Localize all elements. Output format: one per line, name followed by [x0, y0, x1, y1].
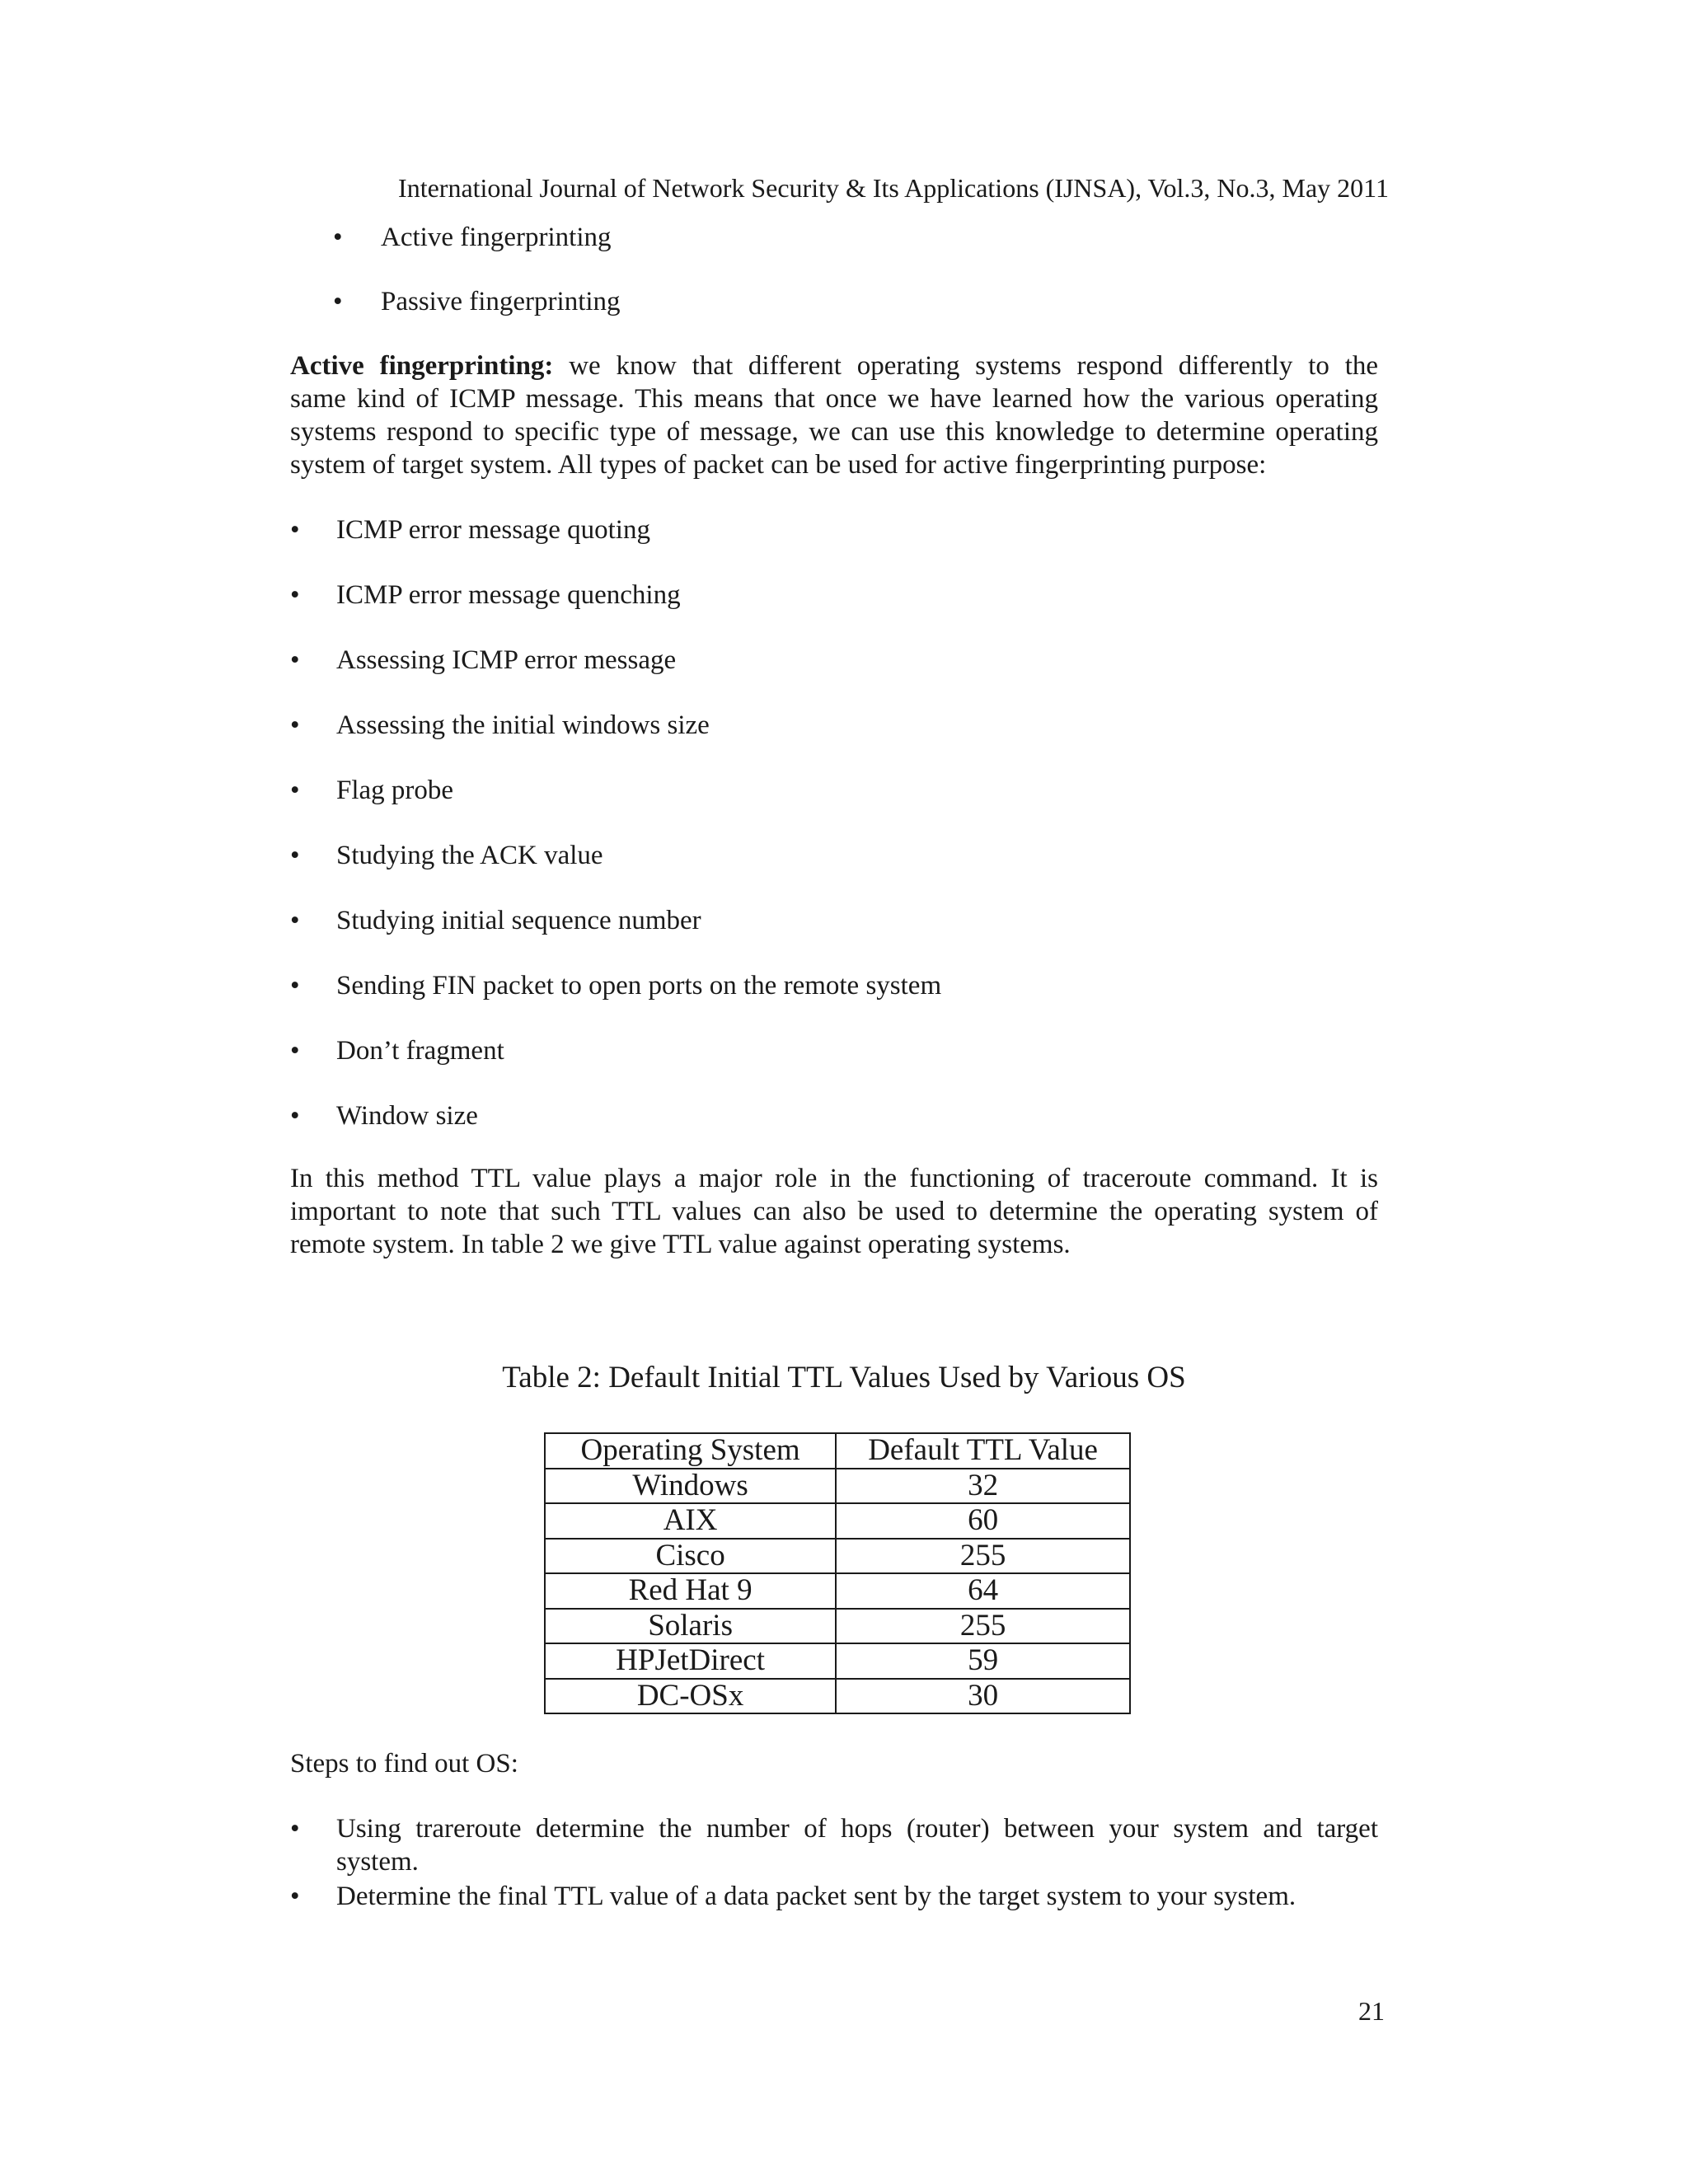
table-cell: 255	[836, 1539, 1130, 1574]
column-header: Default TTL Value	[836, 1433, 1130, 1469]
paragraph-line: Using trareroute determine the number of hops (router) between your system and target	[336, 1814, 1378, 1844]
table-cell: Red Hat 9	[545, 1573, 836, 1609]
bullet-icon: •	[290, 710, 300, 740]
bullet-icon: •	[290, 645, 300, 675]
table-header-row	[545, 1433, 1130, 1469]
list-item-text: Passive fingerprinting	[381, 287, 621, 316]
ttl-table	[544, 1432, 1131, 1714]
table-cell: Windows	[545, 1469, 836, 1504]
bullet-icon: •	[290, 580, 300, 610]
table-cell: HPJetDirect	[545, 1643, 836, 1679]
table-cell: DC-OSx	[545, 1679, 836, 1714]
table-cell: 32	[836, 1469, 1130, 1504]
paragraph-line: In this method TTL value plays a major role in the functioning of traceroute command. It is	[290, 1164, 1378, 1193]
paragraph-line: same kind of ICMP message. This means that once we have learned how the various operating	[290, 384, 1378, 414]
running-header: International Journal of Network Security & Its Applications (IJNSA), Vol.3, No.3, May 2011	[398, 173, 1389, 203]
list-item-text: Active fingerprinting	[381, 223, 612, 252]
table-row	[545, 1469, 1130, 1504]
bullet-icon: •	[290, 1101, 300, 1131]
table-caption: Table 2: Default Initial TTL Values Used by Various OS	[502, 1361, 1186, 1394]
paragraph-line: system of target system. All types of packet can be used for active fingerprinting purpose:	[290, 450, 1267, 480]
bullet-icon: •	[290, 515, 300, 545]
table-row	[545, 1679, 1130, 1714]
bullet-icon: •	[290, 1814, 300, 1844]
step-1-text	[336, 1812, 1378, 1878]
paragraph-line: important to note that such TTL values can also be used to determine the operating system of	[290, 1197, 1378, 1226]
table-row	[545, 1573, 1130, 1609]
active-fingerprinting-paragraph	[290, 349, 1378, 481]
step-2-text: Determine the final TTL value of a data packet sent by the target system to your system.	[336, 1882, 1296, 1911]
bullet-icon: •	[333, 287, 343, 316]
page-number: 21	[1358, 1996, 1385, 2026]
bullet-icon: •	[290, 1036, 300, 1066]
bullet-icon: •	[290, 841, 300, 870]
paragraph-line: remote system. In table 2 we give TTL value against operating systems.	[290, 1230, 1071, 1259]
paragraph-line: system.	[336, 1847, 419, 1877]
table-cell: 64	[836, 1573, 1130, 1609]
table-cell: 255	[836, 1609, 1130, 1644]
steps-heading: Steps to find out OS:	[290, 1749, 518, 1779]
table-cell: AIX	[545, 1503, 836, 1539]
paragraph-line: Active fingerprinting: we know that different operating systems respond differently to the	[290, 351, 1379, 381]
table-cell: Solaris	[545, 1609, 836, 1644]
bullet-icon: •	[290, 971, 300, 1001]
column-header: Operating System	[545, 1433, 836, 1469]
table-cell: 60	[836, 1503, 1130, 1539]
table-row	[545, 1643, 1130, 1679]
table-row	[545, 1539, 1130, 1574]
bullet-icon: •	[290, 906, 300, 935]
table-cell: Cisco	[545, 1539, 836, 1574]
table-cell: 30	[836, 1679, 1130, 1714]
table-row	[545, 1609, 1130, 1644]
ttl-paragraph	[290, 1162, 1378, 1261]
table-row	[545, 1503, 1130, 1539]
table-cell: 59	[836, 1643, 1130, 1679]
bullet-icon: •	[333, 223, 343, 252]
bullet-icon: •	[290, 776, 300, 805]
bullet-icon: •	[290, 1882, 300, 1911]
paragraph-line: systems respond to specific type of message, we can use this knowledge to determine operating	[290, 417, 1378, 447]
paragraph-lead: Active fingerprinting:	[290, 351, 554, 381]
